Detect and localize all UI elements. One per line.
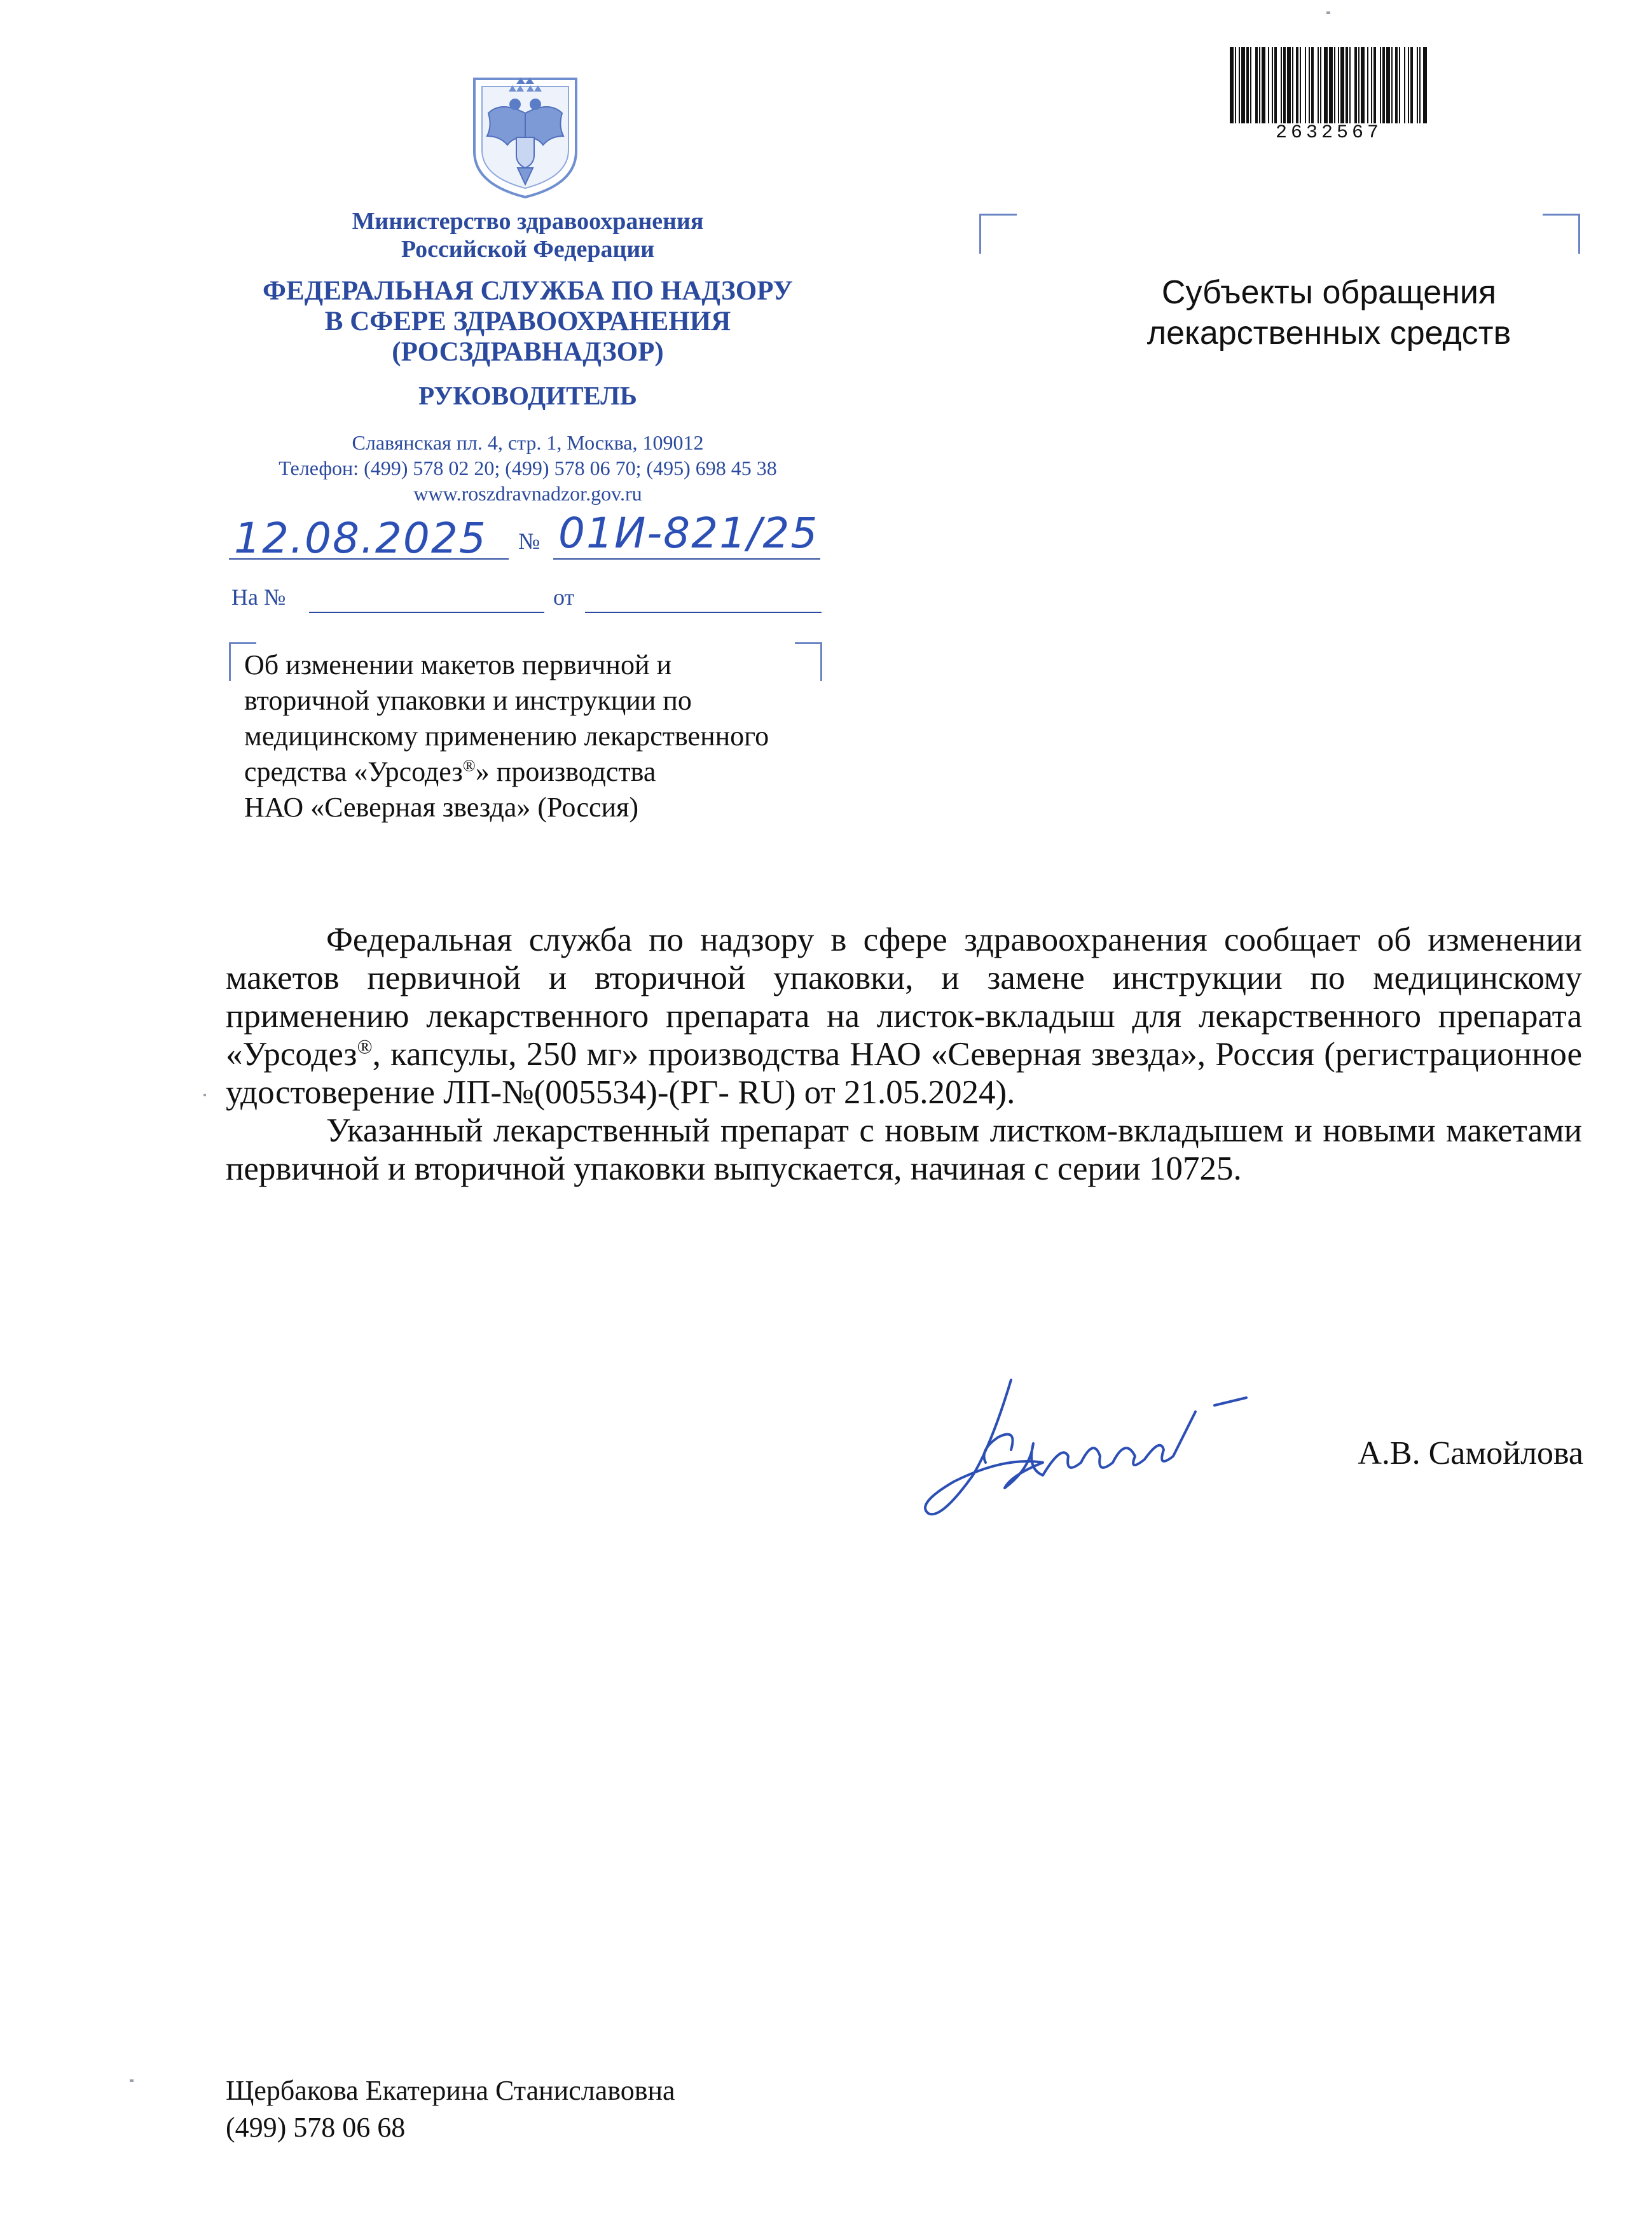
- ministry-line: Министерство здравоохранения: [352, 208, 704, 235]
- barcode-bar: [1338, 47, 1339, 123]
- subject-line: НАО «Северная звезда» (Россия): [244, 792, 638, 823]
- barcode-bar: [1395, 47, 1398, 123]
- barcode-bar: [1371, 47, 1372, 123]
- scan-mark: [130, 2079, 134, 2082]
- body-text: , капсулы, 250 мг» производства НАО «Северная звезда», Россия (регистрационное удостоверение ЛП-№(005534)-(РГ- RU) от 21.05.2024).: [226, 1036, 1582, 1111]
- barcode-bar: [1419, 47, 1421, 123]
- service-name: [210, 276, 846, 368]
- barcode-bar: [1404, 47, 1405, 123]
- barcode-bar: [1300, 47, 1301, 123]
- scan-mark: [1326, 11, 1330, 14]
- website-link[interactable]: www.roszdravnadzor.gov.ru: [413, 482, 642, 505]
- barcode-bar: [1340, 47, 1344, 123]
- barcode-bar: [1281, 47, 1282, 123]
- barcode-bar: [1287, 47, 1291, 123]
- number-underline: [553, 558, 820, 560]
- reply-to-field: [309, 612, 544, 613]
- barcode-bar: [1320, 47, 1321, 123]
- body-text: Федеральная служба по надзору в сфере здравоохранения сообщает об изменении макетов первичной и вторичной упаковки, и замене инструкции по медицинскому применению лекарственного препарата на листок-вкладыш для лекарственного препарата «Урсодез: [226, 921, 1582, 1073]
- subject-line: [244, 754, 880, 790]
- registered-mark: ®: [357, 1035, 373, 1058]
- reply-to-label: На №: [231, 584, 286, 610]
- addressee-corner-right: [1543, 214, 1580, 254]
- registered-mark: ®: [462, 755, 476, 775]
- barcode-bar: [1417, 47, 1418, 123]
- date-underline: [229, 558, 509, 560]
- barcode-bar: [1361, 47, 1365, 123]
- barcode-bar: [1283, 47, 1286, 123]
- barcode-number: 2632567: [1275, 122, 1383, 144]
- subject-text: » производства: [475, 756, 656, 787]
- barcode-bar: [1346, 47, 1348, 123]
- barcode-bar: [1262, 47, 1265, 123]
- barcode-bar: [1274, 47, 1277, 123]
- barcode-bar: [1354, 47, 1357, 123]
- subject-text: средства «Урсодез: [244, 756, 463, 787]
- barcode-bar: [1305, 47, 1306, 123]
- subject-line: Об изменении макетов первичной и: [244, 649, 672, 680]
- barcode-bar: [1399, 47, 1400, 123]
- barcode-bar: [1324, 47, 1328, 123]
- barcode-bar: [1318, 47, 1319, 123]
- ministry-name: [242, 207, 814, 263]
- barcode-bar: [1230, 47, 1234, 123]
- addressee-line: лекарственных средств: [1146, 315, 1511, 352]
- barcode-bar: [1358, 47, 1359, 123]
- barcode-bar: [1373, 47, 1376, 123]
- barcode-bar: [1239, 47, 1240, 123]
- reply-from-field: [585, 612, 822, 613]
- letter-subject: [244, 647, 880, 825]
- barcode-bar: [1423, 47, 1427, 123]
- barcode-bar: [1250, 47, 1251, 123]
- subject-line: медицинскому применению лекарственного: [244, 720, 769, 752]
- signatory-name: А.В. Самойлова: [1358, 1435, 1583, 1471]
- subject-line: вторичной упаковки и инструкции по: [244, 685, 692, 716]
- barcode-bar: [1386, 47, 1390, 123]
- addressee: [1017, 272, 1641, 354]
- barcode: [1227, 47, 1431, 127]
- letter-body: [226, 921, 1582, 1188]
- barcode-bar: [1292, 47, 1293, 123]
- barcode-bar: [1311, 47, 1314, 123]
- barcode-bar: [1309, 47, 1310, 123]
- barcode-bar: [1255, 47, 1258, 123]
- barcode-bar: [1349, 47, 1351, 123]
- service-line: ФЕДЕРАЛЬНАЯ СЛУЖБА ПО НАДЗОРУ: [263, 276, 793, 306]
- contact-person: Щербакова Екатерина Станиславовна: [226, 2075, 675, 2106]
- body-paragraph: Указанный лекарственный препарат с новым листком-вкладышем и новыми макетами первичной и вторичной упаковки выпускается, начиная с серии 10725.: [226, 1112, 1582, 1187]
- contact-phone: (499) 578 06 68: [226, 2112, 406, 2143]
- head-title: РУКОВОДИТЕЛЬ: [418, 381, 637, 410]
- barcode-bar: [1272, 47, 1273, 123]
- body-paragraph: [226, 921, 1582, 1112]
- scan-mark: [203, 1094, 206, 1096]
- postal-address: Славянская пл. 4, стр. 1, Москва, 109012: [352, 431, 704, 454]
- reply-from-label: от: [553, 584, 575, 610]
- service-line: В СФЕРЕ ЗДРАВООХРАНЕНИЯ: [324, 307, 731, 336]
- barcode-bar: [1410, 47, 1413, 123]
- barcode-bar: [1235, 47, 1236, 123]
- phone-numbers: Телефон: (499) 578 02 20; (499) 578 06 70; (495) 698 45 38: [279, 457, 777, 479]
- barcode-bar: [1391, 47, 1393, 123]
- addressee-corner-left: [979, 214, 1017, 254]
- coat-of-arms-emblem: [469, 75, 581, 200]
- barcode-bar: [1296, 47, 1298, 123]
- barcode-bar: [1382, 47, 1385, 123]
- number-label: №: [518, 528, 540, 554]
- barcode-bar: [1408, 47, 1409, 123]
- barcode-bar: [1367, 47, 1368, 123]
- service-line: (РОСЗДРАВНАДЗОР): [392, 337, 664, 367]
- ministry-line: Российской Федерации: [401, 236, 655, 263]
- barcode-bar: [1329, 47, 1333, 123]
- barcode-bar: [1241, 47, 1245, 123]
- barcode-bar: [1268, 47, 1269, 123]
- barcode-bar: [1380, 47, 1381, 123]
- addressee-line: Субъекты обращения: [1161, 274, 1497, 311]
- barcode-bar: [1334, 47, 1335, 123]
- handwritten-signature: [916, 1367, 1310, 1533]
- barcode-bar: [1246, 47, 1249, 123]
- barcode-bar: [1259, 47, 1260, 123]
- registration-date: 12.08.2025: [234, 514, 487, 563]
- registration-number: 01И-821/25: [558, 509, 819, 558]
